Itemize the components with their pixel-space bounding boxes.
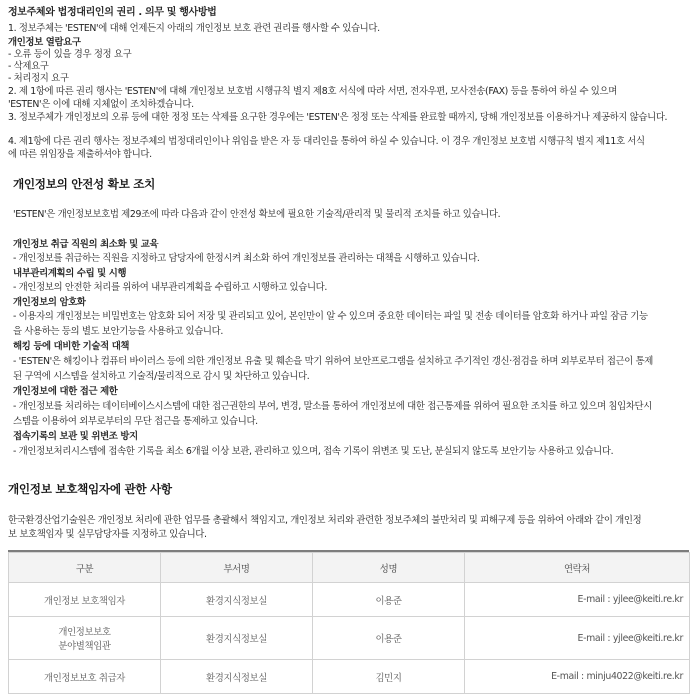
safety-heading: 내부관리계획의 수립 및 시행 xyxy=(13,268,127,279)
table-row xyxy=(9,583,690,617)
rights-item-4: 4. 제1항에 다른 권리 행사는 정보주체의 법정대리인이나 위임을 받은 자 등 대리인을 통하여 하실 수 있습니다. 이 경우 개인정보 보호법 시행규칙 별지 제11호 서식 xyxy=(8,136,645,147)
rights-item-1: 1. 정보주체는 'ESTEN'에 대해 언제든지 아래의 개인정보 보호 관련 권리를 행사할 수 있습니다. xyxy=(8,23,380,34)
safety-text: - 'ESTEN'은 해킹이나 컴퓨터 바이러스 등에 의한 개인정보 유출 및 훼손을 막기 위하여 보안프로그램을 설치하고 주기적인 갱신·점검을 하며 외부로부터 접근이 통제 xyxy=(13,356,654,367)
cell-contact: E-mail : minju4022@keiti.re.kr xyxy=(465,660,690,694)
safety-heading: 개인정보 취급 직원의 최소화 및 교육 xyxy=(13,239,159,250)
safety-text: - 개인정보처리시스템에 접속한 기록을 최소 6개월 이상 보관, 관리하고 있으며, 접속 기록이 위변조 및 도난, 분실되지 않도록 보안기능 사용하고 있습니다. xyxy=(13,446,614,457)
cell-contact: E-mail : yjlee@keiti.re.kr xyxy=(465,583,690,617)
officer-intro-cont: 보 보호책임자 및 실무담당자를 지정하고 있습니다. xyxy=(8,529,207,540)
safety-title: 개인정보의 안전성 확보 조치 xyxy=(13,177,156,191)
cell-contact: E-mail : yjlee@keiti.re.kr xyxy=(465,617,690,660)
table-header-row xyxy=(9,553,690,583)
safety-text: - 개인정보를 취급하는 직원을 지정하고 담당자에 한정시켜 최소화 하여 개인정보를 관리하는 대책을 시행하고 있습니다. xyxy=(13,253,480,264)
cell-dept: 환경지식정보실 xyxy=(161,660,313,694)
safety-text: - 개인정보의 안전한 처리를 위하여 내부관리계획을 수립하고 시행하고 있습니다. xyxy=(13,282,328,293)
officer-title: 개인정보 보호책임자에 관한 사항 xyxy=(8,482,172,496)
safety-text: - 개인정보를 처리하는 데이터베이스시스템에 대한 접근권한의 부여, 변경, 말소를 통하여 개인정보에 대한 접근통제를 위하여 필요한 조치를 하고 있으며 침입차단시 xyxy=(13,401,652,412)
rights-item-2: 2. 제 1항에 따른 권리 행사는 'ESTEN'에 대해 개인정보 보호법 시행규칙 별지 제8호 서식에 따라 서면, 전자우편, 모사전송(FAX) 등을 통하여 하실 수 있으며 xyxy=(8,86,617,97)
officer-table xyxy=(8,552,690,694)
table-row xyxy=(9,617,690,660)
cell-dept: 환경지식정보실 xyxy=(161,617,313,660)
cell-role: 개인정보보호 취급자 xyxy=(9,660,161,694)
safety-text-cont: 스템을 이용하여 외부로부터의 무단 접근을 통제하고 있습니다. xyxy=(13,416,258,427)
cell-dept: 환경지식정보실 xyxy=(161,583,313,617)
rights-item-4-cont: 에 따른 위임장을 제출하셔야 합니다. xyxy=(8,149,152,160)
request-item: - 삭제요구 xyxy=(8,61,49,72)
cell-name: 이용준 xyxy=(313,617,465,660)
rights-item-3: 3. 정보주체가 개인정보의 오류 등에 대한 정정 또는 삭제를 요구한 경우에는 'ESTEN'은 정정 또는 삭제를 완료할 때까지, 당해 개인정보를 이용하거나 제공하지 않습니다. xyxy=(8,112,668,123)
safety-text-cont: 된 구역에 시스템을 설치하고 기술적/물리적으로 감시 및 차단하고 있습니다. xyxy=(13,371,310,382)
cell-role xyxy=(9,617,161,660)
request-item: - 오류 등이 있을 경우 정정 요구 xyxy=(8,49,132,60)
header-contact: 연락처 xyxy=(465,553,690,583)
cell-name: 김민지 xyxy=(313,660,465,694)
cell-role-line1: 개인정보보호 xyxy=(58,627,111,638)
safety-text-cont: 을 사용하는 등의 별도 보안기능을 사용하고 있습니다. xyxy=(13,326,223,337)
request-title: 개인정보 열람요구 xyxy=(8,37,81,48)
safety-text: - 이용자의 개인정보는 비밀번호는 암호화 되어 저장 및 관리되고 있어, 본인만이 알 수 있으며 중요한 데이터는 파일 및 전송 데이터를 암호화 하거나 파일 잠금 기능 xyxy=(13,311,648,322)
header-role: 구분 xyxy=(9,553,161,583)
safety-intro: 'ESTEN'은 개인정보보호법 제29조에 따라 다음과 같이 안전성 확보에 필요한 기술적/관리적 및 물리적 조치를 하고 있습니다. xyxy=(13,209,501,220)
header-name: 성명 xyxy=(313,553,465,583)
rights-item-2-cont: 'ESTEN'은 이에 대해 지체없이 조치하겠습니다. xyxy=(8,99,194,110)
table-row xyxy=(9,660,690,694)
safety-heading: 접속기록의 보관 및 위변조 방지 xyxy=(13,431,138,442)
cell-role-line2: 분야별책임관 xyxy=(58,641,111,652)
request-item: - 처리정지 요구 xyxy=(8,73,69,84)
cell-name: 이용준 xyxy=(313,583,465,617)
safety-heading: 개인정보에 대한 접근 제한 xyxy=(13,386,118,397)
safety-heading: 해킹 등에 대비한 기술적 대책 xyxy=(13,341,130,352)
cell-role: 개인정보 보호책임자 xyxy=(9,583,161,617)
officer-intro: 한국환경산업기술원은 개인정보 처리에 관한 업무를 총괄해서 책임지고, 개인정보 처리와 관련한 정보주체의 불만처리 및 피해구제 등을 위하여 아래와 같이 개인정 xyxy=(8,515,642,526)
header-dept: 부서명 xyxy=(161,553,313,583)
rights-title: 정보주체와 법정대리인의 권리 . 의무 및 행사방법 xyxy=(8,7,217,18)
safety-heading: 개인정보의 암호화 xyxy=(13,297,86,308)
